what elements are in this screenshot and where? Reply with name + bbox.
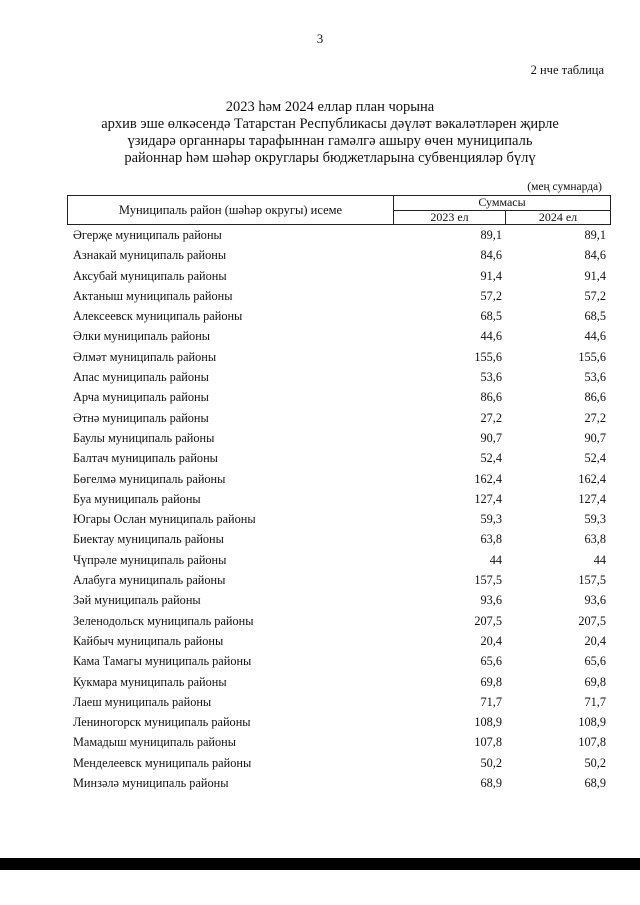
row-value-2024: 84,6 [584, 248, 606, 263]
table-row [0, 347, 640, 367]
row-name: Әтнә муниципаль районы [73, 410, 209, 425]
page-number: 3 [316, 31, 324, 46]
row-name: Баулы муниципаль районы [73, 430, 215, 445]
table-row [0, 245, 640, 265]
table-row [0, 529, 640, 549]
table-row [0, 448, 640, 468]
row-value-2024: 127,4 [578, 491, 606, 506]
row-value-2023: 91,4 [480, 268, 502, 283]
row-value-2023: 155,6 [474, 349, 502, 364]
table-row [0, 408, 640, 428]
row-name: Лаеш муниципаль районы [73, 694, 212, 709]
table-row [0, 286, 640, 306]
row-value-2023: 90,7 [480, 430, 502, 445]
row-value-2023: 65,6 [480, 654, 502, 669]
table-header [67, 195, 611, 225]
row-value-2023: 108,9 [474, 715, 502, 730]
row-value-2024: 71,7 [584, 694, 606, 709]
row-name: Алексеевск муниципаль районы [73, 309, 243, 324]
row-name: Аксубай муниципаль районы [73, 268, 227, 283]
table-row [0, 469, 640, 489]
row-name: Лениногорск муниципаль районы [73, 715, 251, 730]
row-value-2024: 57,2 [584, 288, 606, 303]
table-row [0, 266, 640, 286]
row-value-2023: 59,3 [480, 512, 502, 527]
row-name: Балтач муниципаль районы [73, 451, 218, 466]
row-name: Апас муниципаль районы [73, 370, 209, 385]
row-name: Кама Тамагы муниципаль районы [73, 654, 252, 669]
table-row [0, 428, 640, 448]
row-value-2024: 44,6 [584, 329, 606, 344]
row-name: Актаныш муниципаль районы [73, 288, 233, 303]
table-row [0, 753, 640, 773]
row-value-2024: 44 [593, 552, 606, 567]
row-value-2024: 93,6 [584, 593, 606, 608]
row-value-2024: 52,4 [584, 451, 606, 466]
table-row [0, 550, 640, 570]
row-value-2023: 93,6 [480, 593, 502, 608]
table-row [0, 651, 640, 671]
row-value-2024: 107,8 [578, 735, 606, 750]
row-value-2023: 57,2 [480, 288, 502, 303]
row-name: Кукмара муниципаль районы [73, 674, 227, 689]
table-row [0, 509, 640, 529]
row-value-2023: 20,4 [480, 633, 502, 648]
title-line: архив эше өлкәсендә Татарстан Республикасы дәүләт вәкаләтләрен җирле [101, 116, 559, 132]
table-body [0, 225, 640, 793]
row-value-2024: 86,6 [584, 390, 606, 405]
row-name: Мамадыш муниципаль районы [73, 735, 237, 750]
row-value-2024: 90,7 [584, 430, 606, 445]
table-row [0, 367, 640, 387]
table-row [0, 631, 640, 651]
row-value-2023: 44,6 [480, 329, 502, 344]
row-value-2023: 69,8 [480, 674, 502, 689]
column-header-2023: 2023 ел [394, 211, 506, 224]
row-value-2023: 63,8 [480, 532, 502, 547]
table-row [0, 326, 640, 346]
row-name: Югары Ослан муниципаль районы [73, 512, 256, 527]
row-name: Буа муниципаль районы [73, 491, 201, 506]
row-value-2024: 157,5 [578, 573, 606, 588]
row-value-2023: 89,1 [480, 228, 502, 242]
row-name: Бөгелмә муниципаль районы [73, 471, 226, 486]
title-line: 2023 һәм 2024 еллар план чорына [225, 99, 435, 115]
table-row [0, 732, 640, 752]
row-name: Чүпрәле муниципаль районы [73, 552, 227, 567]
row-value-2023: 71,7 [480, 694, 502, 709]
row-value-2024: 69,8 [584, 674, 606, 689]
row-value-2024: 162,4 [578, 471, 606, 486]
row-value-2024: 53,6 [584, 370, 606, 385]
row-name: Азнакай муниципаль районы [73, 248, 227, 263]
table-label: 2 нче таблица [530, 63, 604, 77]
row-value-2023: 27,2 [480, 410, 502, 425]
table-row [0, 225, 640, 245]
row-value-2023: 68,9 [480, 776, 502, 791]
row-value-2024: 65,6 [584, 654, 606, 669]
title-line: районнар һәм шәһәр округлары бюджетларына субвенцияләр бүлү [124, 150, 536, 166]
table-row [0, 570, 640, 590]
row-value-2024: 20,4 [584, 633, 606, 648]
title-line: үзидарә органнары тарафыннан гамәлгә ашыру өчен муниципаль [127, 133, 533, 149]
table-row [0, 489, 640, 509]
row-value-2023: 44 [489, 552, 502, 567]
units-note: (мең сумнарда) [527, 181, 602, 193]
table-row [0, 590, 640, 610]
row-name: Менделеевск муниципаль районы [73, 755, 252, 770]
row-value-2024: 68,5 [584, 309, 606, 324]
row-value-2024: 155,6 [578, 349, 606, 364]
row-value-2023: 50,2 [480, 755, 502, 770]
row-name: Кайбыч муниципаль районы [73, 633, 224, 648]
row-value-2024: 63,8 [584, 532, 606, 547]
table-row [0, 611, 640, 631]
row-value-2023: 162,4 [474, 471, 502, 486]
row-value-2024: 207,5 [578, 613, 606, 628]
row-name: Зәй муниципаль районы [73, 593, 201, 608]
row-name: Арча муниципаль районы [73, 390, 209, 405]
row-value-2023: 68,5 [480, 309, 502, 324]
column-header-sum: Суммасы [394, 196, 610, 211]
row-name: Зеленодольск муниципаль районы [73, 613, 254, 628]
row-value-2023: 86,6 [480, 390, 502, 405]
row-value-2024: 89,1 [584, 228, 606, 242]
scan-edge-bar [0, 858, 640, 870]
row-name: Биектау муниципаль районы [73, 532, 224, 547]
row-name: Алабуга муниципаль районы [73, 573, 226, 588]
column-header-2024: 2024 ел [538, 210, 578, 224]
document-title [60, 99, 600, 167]
table-row [0, 692, 640, 712]
table-row [0, 773, 640, 793]
row-value-2024: 27,2 [584, 410, 606, 425]
table-row [0, 672, 640, 692]
row-value-2024: 68,9 [584, 776, 606, 791]
row-value-2023: 84,6 [480, 248, 502, 263]
row-value-2023: 107,8 [474, 735, 502, 750]
row-name: Әгерҗе муниципаль районы [73, 228, 222, 242]
row-value-2024: 50,2 [584, 755, 606, 770]
row-name: Әлмәт муниципаль районы [73, 349, 217, 364]
row-value-2023: 207,5 [474, 613, 502, 628]
row-value-2023: 157,5 [474, 573, 502, 588]
row-value-2023: 127,4 [474, 491, 502, 506]
row-name: Минзәлә муниципаль районы [73, 776, 229, 791]
column-header-name: Муниципаль район (шәһәр округы) исеме [68, 196, 394, 224]
row-name: Әлки муниципаль районы [73, 329, 211, 344]
row-value-2024: 91,4 [584, 268, 606, 283]
row-value-2024: 108,9 [578, 715, 606, 730]
table-row [0, 712, 640, 732]
table-row [0, 387, 640, 407]
row-value-2023: 53,6 [480, 370, 502, 385]
row-value-2024: 59,3 [584, 512, 606, 527]
table-row [0, 306, 640, 326]
row-value-2023: 52,4 [480, 451, 502, 466]
